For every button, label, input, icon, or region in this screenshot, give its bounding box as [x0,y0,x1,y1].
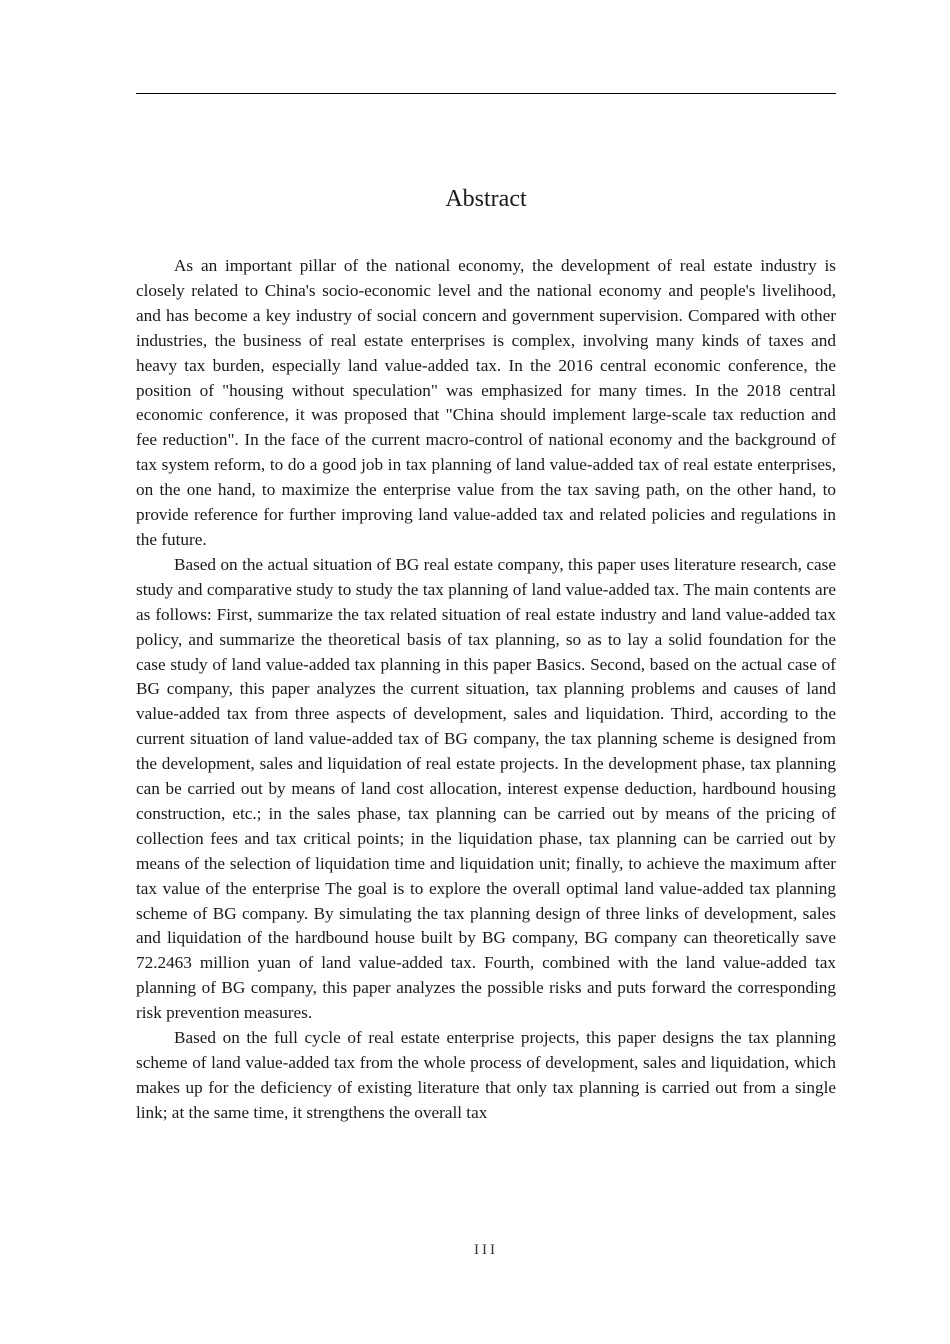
abstract-body [136,254,836,1126]
paragraph-3: Based on the full cycle of real estate enterprise projects, this paper designs the tax planning scheme of land value-added tax from the whole process of development, sales and liquidation, which makes up for the deficiency of existing literature that only tax planning is carried out from a single link; at the same time, it strengthens the overall tax [136,1028,836,1122]
page-title: Abstract [445,186,527,212]
paragraph-1: As an important pillar of the national economy, the development of real estate industry is closely related to China's socio-economic level and the national economy and people's livelihood, and has become a key industry of social concern and government supervision. Compared with other industries, the business of real estate enterprises is complex, involving many kinds of taxes and heavy tax burden, especially land value-added tax. In the 2016 central economic conference, the position of "housing without speculation" was emphasized for many times. In the 2018 central economic conference, it was proposed that "China should implement large-scale tax reduction and fee reduction". In the face of the current macro-control of national economy and the background of tax system reform, to do a good job in tax planning of land value-added tax of real estate enterprises, on the one hand, to maximize the enterprise value from the tax saving path, on the other hand, to provide reference for further improving land value-added tax and related policies and regulations in the future. [136,256,836,549]
page-number: III [474,1242,498,1258]
header-rule [136,93,836,94]
paragraph-2: Based on the actual situation of BG real estate company, this paper uses literature research, case study and comparative study to study the tax planning of land value-added tax. The main contents are as follows: First, summarize the tax related situation of real estate industry and land value-added tax policy, and summarize the theoretical basis of tax planning, so as to lay a solid foundation for the case study of land value-added tax planning in this paper Basics. Second, based on the actual case of BG company, this paper analyzes the current situation, tax planning problems and causes of land value-added tax from three aspects of development, sales and liquidation. Third, according to the current situation of land value-added tax of BG company, the tax planning scheme is designed from the development, sales and liquidation of real estate projects. In the development phase, tax planning can be carried out by means of land cost allocation, interest expense deduction, hardbound housing construction, etc.; in the sales phase, tax planning can be carried out by means of the pricing of collection fees and tax critical points; in the liquidation phase, tax planning can be carried out by means of the selection of liquidation time and liquidation unit; finally, to achieve the maximum after tax value of the enterprise The goal is to explore the overall optimal land value-added tax planning scheme of BG company. By simulating the tax planning design of three links of development, sales and liquidation of the hardbound house built by BG company, BG company can theoretically save 72.2463 million yuan of land value-added tax. Fourth, combined with the land value-added tax planning of BG company, this paper analyzes the possible risks and puts forward the corresponding risk prevention measures. [136,554,836,1023]
